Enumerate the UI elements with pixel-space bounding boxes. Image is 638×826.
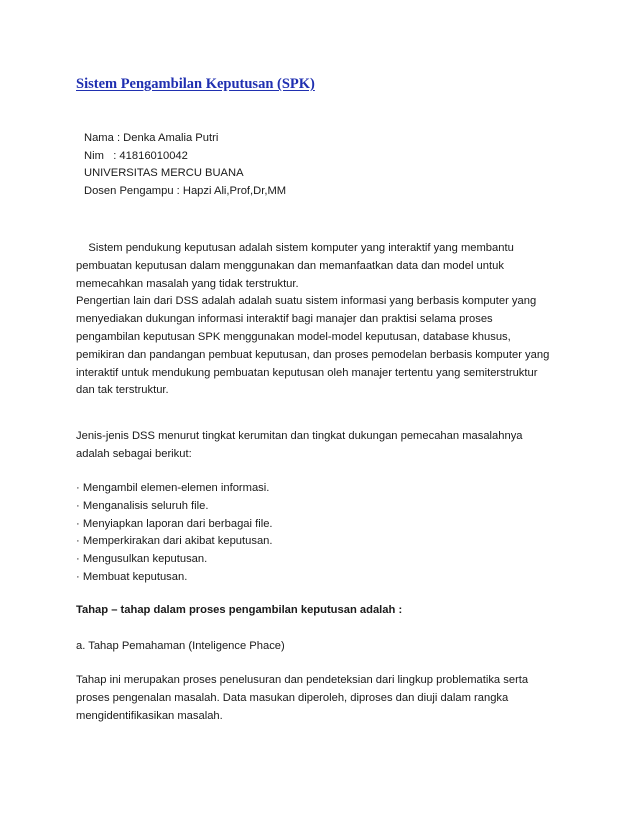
dss-types-intro-paragraph xyxy=(76,428,576,464)
stages-heading: Tahap – tahap dalam proses pengambilan keputusan adalah : xyxy=(76,604,403,616)
document-title-link[interactable]: Sistem Pengambilan Keputusan (SPK) xyxy=(76,76,315,92)
list-item: · Mengambil elemen-elemen informasi. xyxy=(76,482,270,494)
paragraph-line: mengidentifikasikan masalah. xyxy=(76,709,223,722)
list-item: · Mengusulkan keputusan. xyxy=(76,553,208,566)
paragraph-line: menyediakan dukungan informasi interaktif bagi manajer dan praktisi selama proses xyxy=(76,313,493,326)
stage-a-title: a. Tahap Pemahaman (Inteligence Phace) xyxy=(76,640,285,652)
list-item: · Membuat keputusan. xyxy=(76,570,188,583)
dss-types-list xyxy=(76,480,576,587)
paragraph-line: dan tak terstruktur. xyxy=(76,384,169,397)
paragraph-line: proses pengenalan masalah. Data masukan diperoleh, diproses dan diuji dalam rangka xyxy=(76,691,509,704)
lecturer-line: Dosen Pengampu : Hapzi Ali,Prof,Dr,MM xyxy=(84,184,287,197)
paragraph-line: Sistem pendukung keputusan adalah sistem komputer yang interaktif yang membantu xyxy=(76,242,514,254)
paragraph-line: pembuatan keputusan dalam menggunakan dan memanfaatkan data dan model untuk xyxy=(76,259,504,272)
author-info xyxy=(84,130,286,200)
paragraph-line: Jenis-jenis DSS menurut tingkat kerumitan dan tingkat dukungan pemecahan masalahnya xyxy=(76,430,523,442)
paragraph-line: pengambilan keputusan SPK menggunakan model-model keputusan, database khusus, xyxy=(76,330,511,343)
paragraph-line: pemikiran dan pandangan pembuat keputusan, dan proses pemodelan berbasis komputer yang xyxy=(76,348,550,361)
paragraph-line: adalah sebagai berikut: xyxy=(76,447,192,460)
definition-paragraph xyxy=(76,240,576,400)
list-item: · Memperkirakan dari akibat keputusan. xyxy=(76,535,273,548)
list-item: · Menganalisis seluruh file. xyxy=(76,499,209,512)
paragraph-line: interaktif untuk mendukung pembuatan keputusan oleh manajer tertentu yang semiterstruktur xyxy=(76,366,538,379)
paragraph-line: memecahkan masalah yang tidak terstruktur. xyxy=(76,277,299,290)
author-name-line: Nama : Denka Amalia Putri xyxy=(84,132,219,144)
university-line: UNIVERSITAS MERCU BUANA xyxy=(84,167,244,180)
paragraph-line: Tahap ini merupakan proses penelusuran dan pendeteksian dari lingkup problematika serta xyxy=(76,674,529,686)
stage-a-paragraph xyxy=(76,672,576,725)
student-id-line: Nim : 41816010042 xyxy=(84,149,188,162)
paragraph-line: Pengertian lain dari DSS adalah adalah suatu sistem informasi yang berbasis komputer yang xyxy=(76,295,537,308)
list-item: · Menyiapkan laporan dari berbagai file. xyxy=(76,517,273,530)
